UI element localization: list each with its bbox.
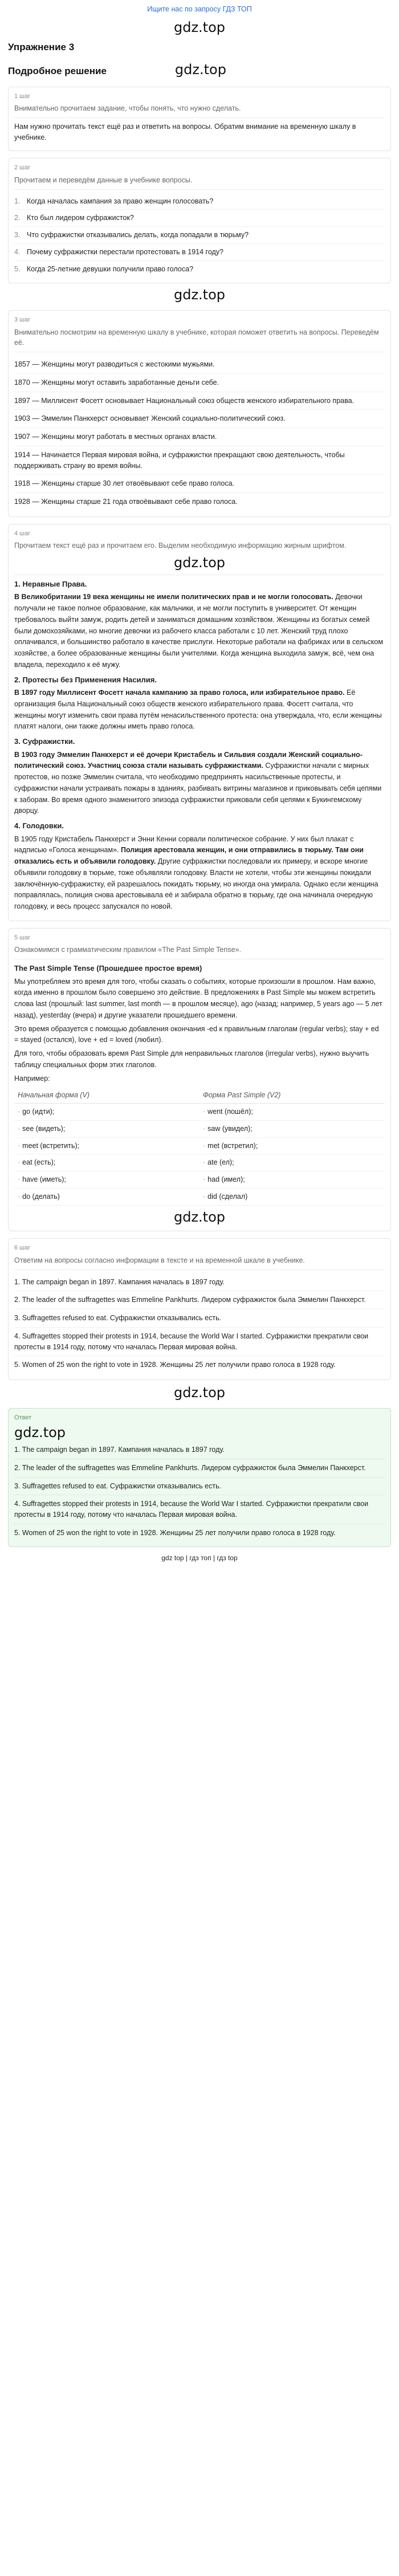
footer-link[interactable]: gdz top	[161, 1553, 184, 1562]
question-number: 3.	[14, 231, 21, 239]
footer-separator: |	[211, 1553, 217, 1562]
step-label: 6 шаг	[14, 1244, 31, 1252]
list-item	[14, 210, 385, 227]
answer-line: 5. Women of 25 won the right to vote in 1928. Женщины 25 лет получили право голоса в 1928 году.	[14, 1528, 336, 1537]
table-row	[14, 1137, 385, 1154]
question-number: 1.	[14, 197, 21, 205]
watermark: gdz.top	[173, 1208, 226, 1225]
step-text: Нам нужно прочитать текст ещё раз и ответить на вопросы. Обратим внимание на временную шкалу в учебнике.	[14, 122, 356, 141]
section-text	[14, 834, 385, 913]
question-text: Кто был лидером суфражисток?	[27, 214, 134, 222]
answer-line: 5. Women of 25 won the right to vote in 1928. Женщины 25 лет получили право голоса в 1928 году.	[14, 1361, 336, 1369]
step-description: Ответим на вопросы согласно информации в тексте и на временной шкале в учебнике.	[14, 1256, 305, 1264]
section-text	[14, 750, 385, 817]
grammar-paragraph: Например:	[14, 1074, 50, 1083]
step-label: 2 шаг	[14, 164, 31, 172]
step-card-2	[8, 158, 391, 283]
answer-line: 1. The campaign began in 1897. Кампания началась в 1897 году.	[14, 1273, 385, 1292]
step-label: 3 шаг	[14, 316, 31, 324]
table-row	[14, 1154, 385, 1171]
answer-line: 4. Suffragettes stopped their protests in 1914, because the World War I started. Суфражистки прекратили свои протесты в 1914 году, потому что началась Первая мировая война.	[14, 1495, 385, 1524]
table-cell: · do (делать)	[14, 1188, 199, 1205]
grammar-paragraph: Для того, чтобы образовать время Past Simple для неправильных глаголов (irregular verbs), нужно выучить таблицу специальных форм этих глаголов.	[14, 1049, 369, 1069]
divider	[14, 189, 385, 190]
answer-line: 4. Suffragettes stopped their protests in 1914, because the World War I started. Суфражистки прекратили свои протесты в 1914 году, потому что началась Первая мировая война.	[14, 1328, 385, 1357]
table-row	[14, 1120, 385, 1137]
footer-link[interactable]: гдз top	[217, 1553, 238, 1562]
step-description: Ознакомимся с грамматическим правилом «The Past Simple Tense».	[14, 946, 241, 954]
grammar-paragraph: Это время образуется с помощью добавления окончания -ed к правильным глаголам (regular verbs); stay + ed = stayed (остался), love + ed = loved (любил).	[14, 1024, 379, 1044]
cell-text: had (имел);	[207, 1175, 245, 1184]
timeline-item: 1918 — Женщины старше 30 лет отвоёвывают себе право голоса.	[14, 475, 385, 493]
top-search-link[interactable]: Ищите нас по запросу ГДЗ ТОП	[147, 5, 252, 13]
answer-line: 2. The leader of the suffragettes was Emmeline Pankhurts. Лидером суфражисток была Эммелин Панкхерст.	[14, 1459, 385, 1478]
timeline-item: 1907 — Женщины могут работать в местных органах власти.	[14, 428, 385, 446]
step-card-1	[8, 87, 391, 152]
cell-text: met (встретил);	[207, 1141, 258, 1150]
footer	[8, 1553, 391, 1563]
section-heading: 3. Суфражистки.	[14, 737, 75, 746]
table-header-row	[14, 1088, 385, 1103]
questions-list	[14, 193, 385, 278]
grammar-paragraph	[14, 976, 385, 1022]
step-card-3	[8, 310, 391, 517]
step-description: Внимательно посмотрим на временную шкалу в учебнике, которая поможет ответить на вопросы. Переведём её.	[14, 328, 379, 347]
cell-text: eat (есть);	[22, 1158, 56, 1167]
cell-text: saw (увидел);	[207, 1124, 253, 1133]
column-header: Начальная форма (V)	[14, 1088, 199, 1103]
answer-line: 3. Suffragettes refused to eat. Суфражистки отказывались есть.	[14, 1309, 385, 1328]
solution-title: Подробное решение	[8, 65, 107, 76]
section-heading: 1. Неравные Права.	[14, 579, 87, 588]
table-cell: · go (идти);	[14, 1104, 199, 1121]
step-description: Прочитаем и переведём данные в учебнике вопросы.	[14, 176, 193, 184]
table-cell: · met (встретил);	[199, 1137, 385, 1154]
exercise-title: Упражнение 3	[8, 42, 75, 52]
cell-text: do (делать)	[22, 1192, 60, 1200]
table-row	[14, 1171, 385, 1189]
answer-label: Ответ	[14, 1414, 32, 1421]
table-cell: · went (пошёл);	[199, 1104, 385, 1121]
watermark: gdz.top	[173, 19, 226, 35]
list-item	[14, 261, 385, 278]
timeline-item: 1903 — Эммелин Панкхерст основывает Женский социально-политический союз.	[14, 410, 385, 428]
grammar-title: The Past Simple Tense (Прошедшее простое время)	[14, 964, 202, 973]
table-cell: · eat (есть);	[14, 1154, 199, 1171]
divider	[14, 117, 385, 118]
timeline-item: 1897 — Миллисент Фосетт основывает Национальный союз обществ женского избирательного права.	[14, 392, 385, 410]
timeline-item: 1928 — Женщины старше 21 года отвоёвывают себе право голоса.	[14, 498, 238, 506]
top-search-hint	[8, 0, 391, 17]
cell-text: went (пошёл);	[207, 1108, 253, 1116]
watermark: gdz.top	[173, 555, 226, 571]
cell-text: have (иметь);	[22, 1175, 66, 1184]
question-text: Когда 25-летние девушки получили право голоса?	[27, 264, 194, 273]
text-fragment: Мы употребляем это время для того, чтобы сказать о событиях, которые произошли в прошлом. Нам важно, когда именно в прошлом было совершено это действие. В предложениях в Past Simple мы можем встретить слова	[14, 977, 376, 1008]
table-row	[14, 1188, 385, 1205]
watermark: gdz.top	[174, 61, 226, 78]
table-cell: · saw (увидел);	[199, 1120, 385, 1137]
watermark: gdz.top	[173, 287, 226, 303]
table-cell: · had (имел);	[199, 1171, 385, 1189]
verb-table	[14, 1088, 385, 1205]
step-card-5	[8, 928, 391, 1232]
bold-fragment: В Великобритании 19 века женщины не имели политических прав и не могли голосовать.	[14, 593, 333, 601]
question-text: Что суфражистки отказывались делать, когда попадали в тюрьму?	[27, 231, 249, 239]
section-heading: 4. Голодовки.	[14, 821, 64, 831]
text-fragment: Девочки получали не такое полное образование, как мальчики, и не могли поступить в университет. От женщин требовалось выйти замуж, родить детей и заниматься домашним хозяйством. Женщины из богатых семей были домохозяйками, но многие девочки из рабочего класса работали с 10 лет. Женский труд плохо оплачивался, и большинство работало в качестве прислуги. Некоторые работали на фабриках или в сельском хозяйстве, а более образованные женщины были учителями. Когда женщина выходила замуж, всё, чем она владела, переходило к её мужу.	[14, 593, 383, 669]
step-card-6	[8, 1238, 391, 1380]
footer-link[interactable]: гдз топ	[189, 1553, 211, 1562]
table-cell: · meet (встретить);	[14, 1137, 199, 1154]
question-text: Когда началась кампания за право женщин голосовать?	[27, 197, 214, 205]
step-label: 1 шаг	[14, 92, 31, 100]
cell-text: go (идти);	[22, 1108, 55, 1116]
text-fragment: last (прошлый: last summer, last month — в прошлом месяце), ago	[35, 1000, 253, 1008]
text-fragment: Суфражистки начали с мирных протестов, но позже Эммелин считала, что необходимо предпринять насильственные протесты, и суфражистки начали устраивать пожары в зданиях, разбивать витрины магазинов и приковывать себя цепями к заборам. Во время одного знаменитого эпизода суфражистки приковали себя цепями к Букингемскому дворцу.	[14, 762, 382, 815]
cell-text: meet (встретить);	[22, 1141, 80, 1150]
question-number: 2.	[14, 214, 21, 222]
section-text	[14, 592, 385, 670]
cell-text: did (сделал)	[207, 1192, 248, 1200]
text-fragment: В 1905 году Кристабель Панкхерст и Энни Кенни сорвали политическое собрание. У них был плакат с надписью «Голоса женщинам».	[14, 835, 354, 854]
table-row	[14, 1104, 385, 1121]
step-description: Прочитаем текст ещё раз и прочитаем его. Выделим необходимую информацию жирным шрифтом.	[14, 542, 347, 550]
list-item	[14, 227, 385, 244]
bold-fragment: В 1897 году Миллисент Фосетт начала кампанию за право голоса, или избирательное право.	[14, 689, 345, 697]
bold-fragment: В 1903 году Эммелин Панкхерст и её дочери Кристабель и Сильвия создали Женский социально-политический союз. Участниц союза стали называть суфражистками.	[14, 750, 363, 770]
timeline-item: 1857 — Женщины могут разводиться с жестокими мужьями.	[14, 356, 385, 374]
timeline-item: 1914 — Начинается Первая мировая война, и суфражистки прекращают свою деятельность, чтобы поддерживать страну во время войны.	[14, 446, 385, 475]
text-fragment: Её организация была Национальный союз обществ женского избирательного права. Фосетт считала, что женщины могут изменить свои права путём ненасильственного протеста: она утверждала, что, если женщины платят налоги, они также должны иметь право голоса.	[14, 689, 382, 731]
column-header: Форма Past Simple (V2)	[199, 1088, 385, 1103]
answer-line: 1. The campaign began in 1897. Кампания началась в 1897 году.	[14, 1441, 385, 1459]
section-heading: 2. Протесты без Применения Насилия.	[14, 675, 157, 684]
table-cell: · see (видеть);	[14, 1120, 199, 1137]
answer-line: 2. The leader of the suffragettes was Emmeline Pankhurts. Лидером суфражисток была Эммелин Панкхерст.	[14, 1291, 385, 1309]
solution-header	[8, 59, 391, 80]
cell-text: ate (ел);	[207, 1158, 234, 1167]
step-label: 5 шаг	[14, 934, 31, 941]
table-cell: · did (сделал)	[199, 1188, 385, 1205]
watermark: gdz.top	[173, 1385, 226, 1401]
table-cell: · have (иметь);	[14, 1171, 199, 1189]
step-description: Внимательно прочитаем задание, чтобы понять, что нужно сделать.	[14, 104, 241, 112]
bold-fragment: Полиция арестовала женщин, и они отправились в тюрьму. Там они отказались есть и объявили голодовку.	[14, 846, 364, 866]
table-cell: · ate (ел);	[199, 1154, 385, 1171]
list-item	[14, 193, 385, 210]
step-card-4	[8, 524, 391, 921]
watermark: gdz.top	[14, 1425, 66, 1441]
step-label: 4 шаг	[14, 530, 31, 537]
question-text: Почему суфражистки перестали протестовать в 1914 году?	[27, 247, 223, 256]
divider	[14, 1269, 385, 1270]
answer-line: 3. Suffragettes refused to eat. Суфражистки отказывались есть.	[14, 1478, 385, 1496]
answer-card	[8, 1408, 391, 1547]
text-fragment: Другие суфражистки последовали их примеру, и вскоре многие объявили голодовку в тюрьме, тоже объявляли голодовку. Власти не хотели, чтобы эти женщины покидали заключённую-суфражистку, ей разрешалось покидать тюрьму, но иногда она умирала. Однако если женщина поправлялась, полиция снова арестовывала её и забирала обратно в тюрьму, где она начинала очередную голодовку, и весь процесс запускался по новой.	[14, 857, 378, 911]
text-fragment: (назад; например, 5 years ago — 5 лет назад), yesterday (вчера) и другие указатели прошедшего времени.	[14, 1000, 382, 1019]
timeline-item: 1870 — Женщины могут оставить заработанные деньги себе.	[14, 374, 385, 392]
footer-separator: |	[184, 1553, 190, 1562]
question-number: 4.	[14, 247, 21, 256]
cell-text: see (видеть);	[22, 1124, 66, 1133]
question-number: 5.	[14, 264, 21, 273]
list-item	[14, 244, 385, 261]
section-text	[14, 687, 385, 732]
